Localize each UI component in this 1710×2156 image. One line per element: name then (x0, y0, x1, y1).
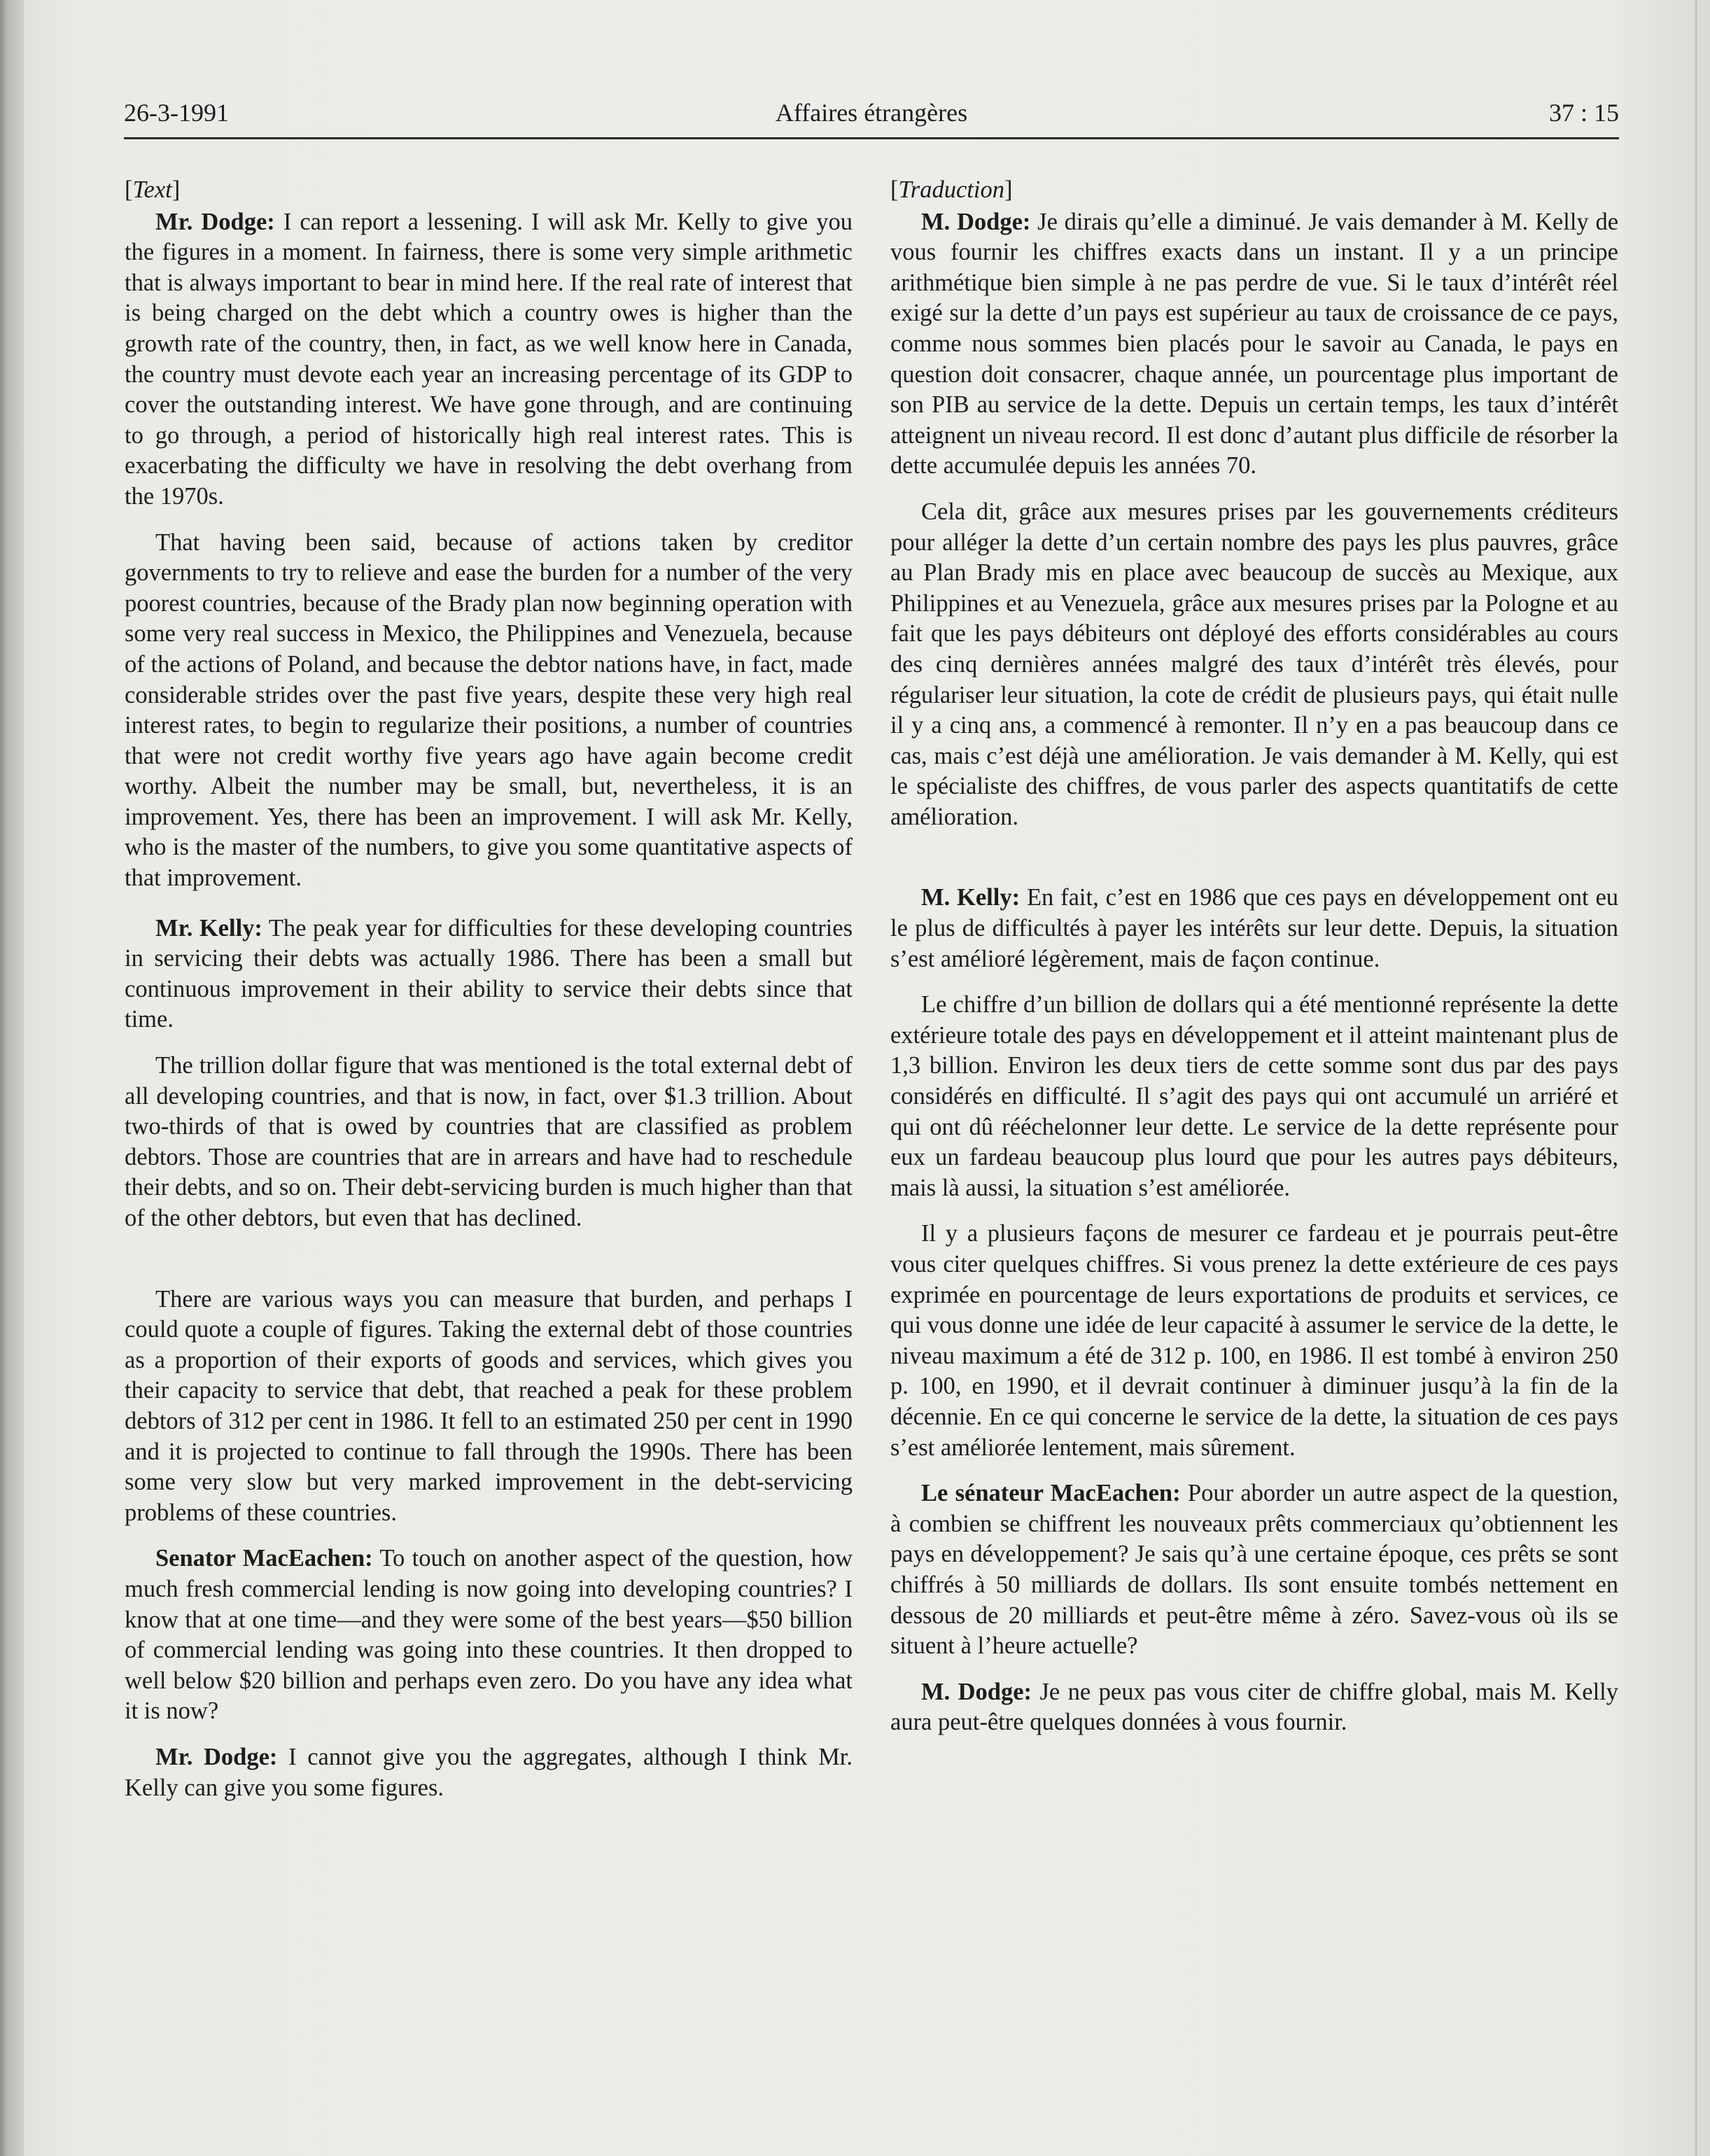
english-paragraph (125, 1742, 853, 1803)
running-header (124, 98, 1619, 137)
french-paragraph: Il y a plusieurs façons de mesurer ce fardeau et je pourrais peut-être vous citer quelques chiffres. Si vous prenez la dette extérieure de ces pays exprimée en pourcentage de leurs exportations de produits et services, ce qui vous donne une idée de leur capacité à assumer le service de la dette, le niveau maximum a été de 312 p. 100, en 1986. Il est tombé à environ 250 p. 100, en 1990, et il devrait continuer à diminuer jusqu’à la fin de la décennie. En ce qui concerne le service de la dette, la situation de ces pays s’est améliorée lentement, mais sûrement. (890, 1220, 1618, 1461)
english-paragraph (125, 207, 853, 512)
paragraph-text: Pour aborder un autre aspect de la question, à combien se chiffrent les nouveaux prêts commerciaux qu’obtiennent les pays en développement? Je sais qu’à une certaine époque, ces prêts se sont chiffrés à 50 milliards de dollars. Ils sont ensuite tombés nettement en dessous de 20 milliards et peut-être même à zéro. Savez-vous où ils se situent à l’heure actuelle? (890, 1480, 1618, 1660)
speaker-name: M. Dodge: (921, 208, 1031, 235)
header-page-number: 37 : 15 (1548, 99, 1619, 127)
header-rule (124, 137, 1619, 139)
english-column (125, 175, 853, 1803)
english-tag: [Text] (125, 176, 181, 203)
french-paragraph: Cela dit, grâce aux mesures prises par les gouvernements créditeurs pour alléger la dette d’un certain nombre des pays les plus pauvres, grâce au Plan Brady mis en place avec beaucoup de succès au Mexique, aux Philippines et au Venezuela, grâce aux mesures prises par la Pologne et au fait que les pays débiteurs ont déployé des efforts considérables au cours des cinq dernières années malgré des taux d’intérêt très élevés, pour régulariser leur situation, la cote de crédit de plusieurs pays, qui était nulle il y a cinq ans, a commencé à remonter. Il n’y en a pas beaucoup dans ce cas, mais c’est déjà une amélioration. Je vais demander à M. Kelly, qui est le spécialiste des chiffres, de vous parler des aspects quantitatifs de cette amélioration. (890, 498, 1618, 830)
speaker-name: Mr. Kelly: (155, 914, 262, 941)
paragraph-text: Je ne peux pas vous citer de chiffre global, mais M. Kelly aura peut-être quelques données à vous fournir. (890, 1678, 1619, 1736)
french-paragraph (890, 1478, 1618, 1662)
paragraph-text: The peak year for difficulties for these developing countries in servicing their debts was actually 1986. There has been a small but continuous improvement in their ability to service their debts since that time. (125, 914, 853, 1033)
speaker-name: M. Kelly: (921, 884, 1021, 911)
french-paragraph (890, 883, 1618, 974)
header-date: 26-3-1991 (124, 99, 229, 127)
english-paragraph (125, 1544, 853, 1727)
english-paragraph: That having been said, because of actions taken by creditor governments to try to relieve and ease the burden for a number of the very poorest countries, because of the Brady plan now beginning operation with some very real success in Mexico, the Philippines and Venezuela, because of the actions of Poland, and because the debtor nations have, in fact, made considerable strides over the past five years, despite these very high real interest rates, to begin to regularize their positions, a number of countries that were not credit worthy five years ago have again become credit worthy. Albeit the number may be small, but, nevertheless, it is an improvement. Yes, there has been an improvement. I will ask Mr. Kelly, who is the master of the numbers, to give you some quantitative aspects of that improvement. (125, 528, 853, 892)
english-paragraph (125, 913, 853, 1035)
paragraph-text: En fait, c’est en 1986 que ces pays en développement ont eu le plus de difficultés à payer les intérêts sur leur dette. Depuis, la situation s’est amélioré légèrement, mais de façon continue. (890, 884, 1619, 972)
paragraph-text: I can report a lessening. I will ask Mr. Kelly to give you the figures in a moment. In fairness, there is some very simple arithmetic that is always important to bear in mind here. If the real rate of interest that is being charged on the debt which a country owes is higher than the growth rate of the country, then, in fact, as we well know here in Canada, the country must devote each year an increasing percentage of its GDP to cover the outstanding interest. We have gone through, and are continuing to go through, a period of historically high real interest rates. This is exacerbating the difficulty we have in resolving the debt overhang from the 1970s. (125, 208, 853, 510)
header-title: Affaires étrangères (775, 99, 968, 127)
speaker-name: Mr. Dodge: (155, 208, 275, 235)
speaker-name: Senator MacEachen: (155, 1545, 373, 1572)
french-paragraph (890, 1677, 1618, 1738)
speaker-name: Le sénateur MacEachen: (921, 1480, 1181, 1507)
french-column (890, 175, 1618, 1738)
page-edge (1695, 0, 1697, 2156)
binding-shadow (0, 0, 24, 2156)
paragraph-text: To touch on another aspect of the question, how much fresh commercial lending is now going into developing countries? I know that at one time—and they were some of the best years—$50 billion of commercial lending was going into these countries. It then dropped to well below $20 billion and perhaps even zero. Do you have any idea what it is now? (125, 1545, 853, 1725)
french-paragraph: Le chiffre d’un billion de dollars qui a été mentionné représente la dette extérieure totale des pays en développement et il atteint maintenant plus de 1,3 billion. Environ les deux tiers de cette somme sont dus par des pays considérés en difficulté. Il s’agit des pays qui ont accumulé un arriéré et qui ont dû rééchelonner leur dette. Le service de la dette représente pour eux un fardeau beaucoup plus lourd que pour les autres pays débiteurs, mais là aussi, la situation s’est améliorée. (890, 991, 1618, 1201)
paragraph-text: Je dirais qu’elle a diminué. Je vais demander à M. Kelly de vous fournir les chiffres exacts dans un instant. Il y a un principe arithmétique bien simple à ne pas perdre de vue. Si le taux d’intérêt réel exigé sur la dette d’un pays est supérieur au taux de croissance de ce pays, comme nous sommes bien placés pour le savoir au Canada, le pays en question doit consacrer, chaque année, un pourcentage plus important de son PIB au service de la dette. Depuis un certain temps, les taux d’intérêt atteignent un niveau record. Il est donc d’autant plus difficile de résorber la dette accumulée depuis les années 70. (890, 208, 1619, 479)
paragraph-text: I cannot give you the aggregates, although I think Mr. Kelly can give you some figures. (125, 1743, 853, 1801)
english-paragraph: There are various ways you can measure that burden, and perhaps I could quote a couple of figures. Taking the external debt of those countries as a proportion of their exports of goods and services, which gives you their capacity to service that debt, that reached a peak for these problem debtors of 312 per cent in 1986. It fell to an estimated 250 per cent in 1990 and it is projected to continue to fall through the 1990s. There has been some very slow but very marked improvement in the debt-servicing problems of these countries. (125, 1285, 853, 1526)
english-paragraph: The trillion dollar figure that was mentioned is the total external debt of all developing countries, and that is now, in fact, over $1.3 trillion. About two-thirds of that is owed by countries that are classified as problem debtors. Those are countries that are in arrears and have had to reschedule their debts, and so on. Their debt-servicing burden is much higher than that of the other debtors, but even that has declined. (125, 1052, 853, 1231)
speaker-name: Mr. Dodge: (155, 1743, 278, 1770)
french-tag: [Traduction] (890, 176, 1013, 203)
speaker-name: M. Dodge: (921, 1678, 1032, 1705)
french-paragraph (890, 207, 1618, 482)
